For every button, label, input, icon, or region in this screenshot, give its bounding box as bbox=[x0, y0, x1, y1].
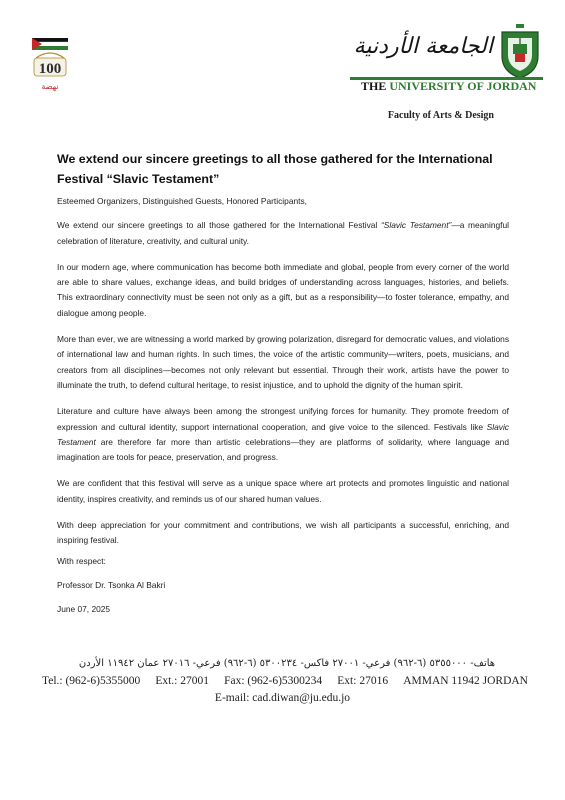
paragraph-1 bbox=[57, 218, 509, 249]
signatory-name: Professor Dr. Tsonka Al Bakri bbox=[57, 580, 166, 590]
paragraph-2: In our modern age, where communication has become both immediate and global, people from every corner of the world are able to share values, exchange ideas, and build bridges of understanding across languages, histories, and beliefs. This extraordinary connectivity must be seen not only as a gift, but as a responsibility—to foster tolerance, empathy, and dialogue among people. bbox=[57, 261, 509, 318]
university-name-main: UNIVERSITY OF JORDAN bbox=[389, 79, 537, 93]
paragraph-3: More than ever, we are witnessing a world marked by growing polarization, disregard for democratic values, and violations of international law and human rights. In such times, the voice of the artistic community—writers, poets, musicians, and creators from all disciplines—becomes not only relevant but essential. Through their work, artists have the power to illuminate the truth, to defend cultural heritage, to resist injustice, and to uphold the dignity of the human spirit. bbox=[57, 334, 510, 390]
paragraph-6: With deep appreciation for your commitment and contributions, we wish all participants a successful, enriching, and inspiring festival. bbox=[57, 520, 509, 546]
closing-respect: With respect: bbox=[57, 556, 106, 566]
footer-tel: Tel.: (962-6)5355000 bbox=[42, 675, 141, 687]
letter-date: June 07, 2025 bbox=[57, 604, 111, 614]
footer-contacts bbox=[42, 675, 528, 687]
salutation: Esteemed Organizers, Distinguished Guests, Honored Participants, bbox=[57, 196, 307, 206]
footer-address: AMMAN 11942 JORDAN bbox=[403, 675, 528, 687]
letter-closing bbox=[57, 554, 165, 626]
letter-title: We extend our sincere greetings to all those gathered for the International Festival “Slavic Testament” bbox=[57, 152, 493, 186]
paragraph-4-text-end: are therefore far more than artistic celebrations—they are platforms of solidarity, where language and imagination are tools for peace, preservation, and progress. bbox=[57, 436, 509, 463]
centenary-caption: نهضة bbox=[41, 82, 59, 91]
festival-name-italic-2: Slavic Testament bbox=[57, 421, 509, 447]
university-crest bbox=[497, 22, 543, 80]
footer-email: E-mail: cad.diwan@ju.edu.jo bbox=[214, 692, 351, 704]
paragraph-4 bbox=[57, 404, 509, 465]
footer-fax: Fax: (962-6)5300234 bbox=[224, 675, 323, 687]
university-crest-icon bbox=[497, 22, 543, 80]
paragraph-1-text-end: —a meaningful celebration of literature, creativity, and cultural unity. bbox=[57, 220, 509, 246]
footer-fax-ext: Ext: 27016 bbox=[337, 675, 389, 687]
footer-tel-ext: Ext.: 27001 bbox=[155, 675, 209, 687]
university-english-name bbox=[361, 79, 536, 94]
paragraph-4-text: Literature and culture have always been among the strongest unifying forces for humanity. They promote freedom of expression and cultural identity, support international cooperation, and give voice to the silenced. Festivals like bbox=[57, 406, 509, 432]
paragraph-5: We are confident that this festival will serve as a unique space where art protects and promotes linguistic and national identity, inspires creativity, and reminds us of our shared human values. bbox=[57, 478, 509, 504]
paragraph-1-text: We extend our sincere greetings to all those gathered for the International Festival bbox=[57, 220, 381, 231]
letter-body bbox=[57, 194, 509, 560]
university-name-the: THE bbox=[361, 79, 390, 93]
footer-arabic-contacts: هاتف- ٥٣٥٥٠٠٠ (٦-٩٦٢) فرعي- ٢٧٠٠١ فاكس- ٥٣٠٠٢٣٤ (٦-٩٦٢) فرعي- ٢٧٠١٦ عمان ١١٩٤٢ الأردن bbox=[78, 658, 496, 669]
centenary-number: 100 bbox=[38, 61, 62, 77]
university-arabic-name: الجامعة الأردنية bbox=[353, 34, 493, 59]
faculty-name: Faculty of Arts & Design bbox=[387, 110, 494, 121]
festival-name-italic: “Slavic Testament” bbox=[380, 220, 452, 231]
